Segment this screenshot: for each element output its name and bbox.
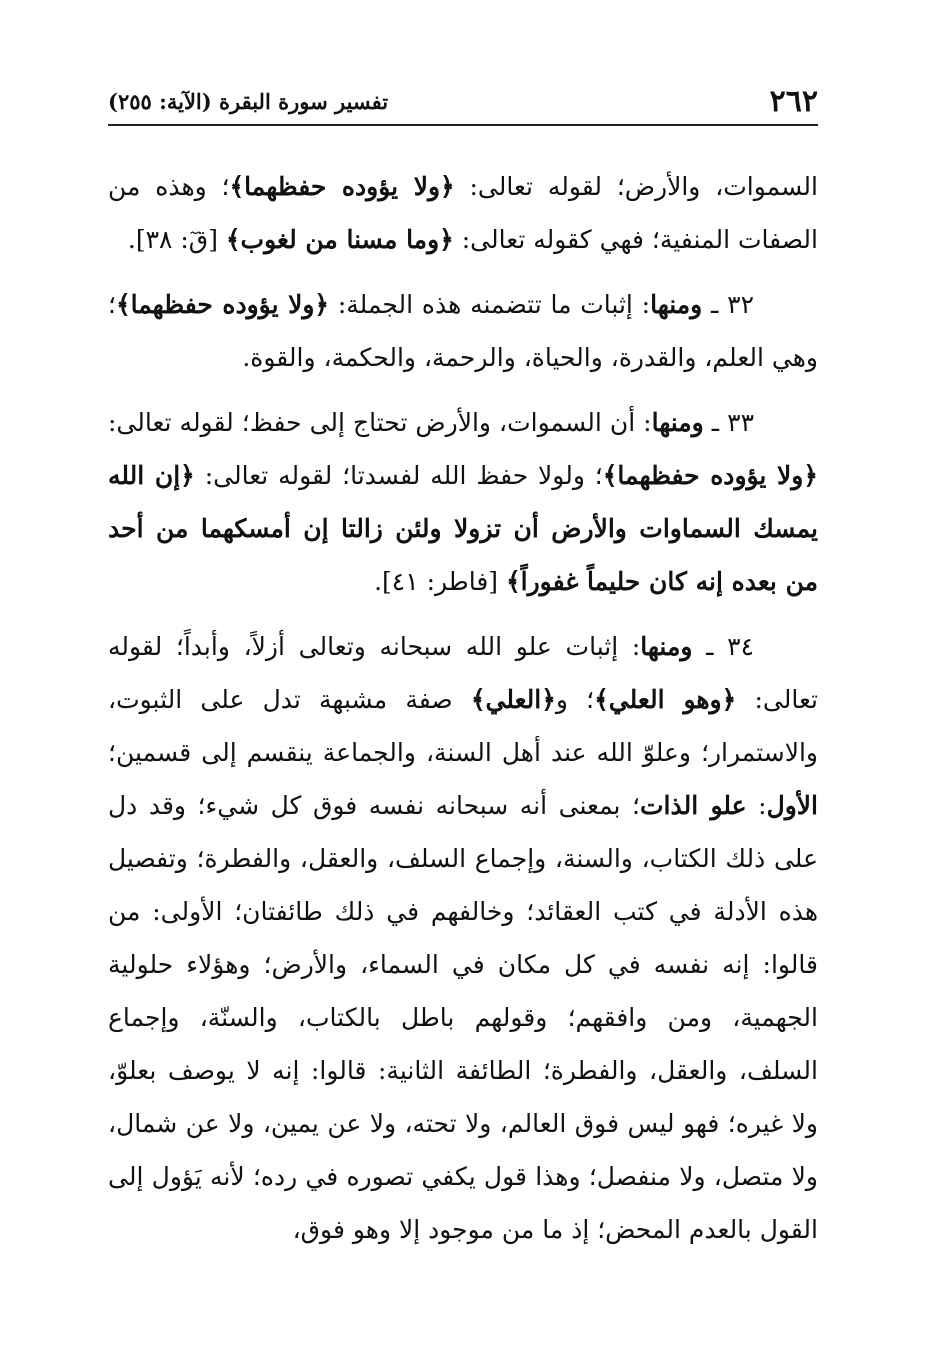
quran-quote: ﴿إن الله يمسك السماوات والأرض أن تزولا ولئن زالتا إن أمسكهما من أحد من بعده إنه كان حليماً غفوراً﴾ <box>108 461 818 596</box>
item-keyword: ومنها <box>650 290 703 319</box>
text-segment: : إثبات علو الله سبحانه وتعالى أزلاً، وأبداً؛ لقوله تعالى: <box>108 632 818 714</box>
item-number: ٣٣ ـ <box>703 408 755 437</box>
paragraph <box>108 278 818 384</box>
verse-reference: [فاطر: ٤١]. <box>374 567 506 596</box>
text-segment: ؛ وهي العلم، والقدرة، والحياة، والرحمة، والحكمة، والقوة. <box>108 290 818 372</box>
item-keyword: ومنها <box>640 632 693 661</box>
quran-quote: ﴿وهو العلي﴾ <box>594 685 737 714</box>
quran-quote: ﴿ولا يؤوده حفظهما﴾ <box>602 461 818 490</box>
body-text <box>108 160 818 1256</box>
quran-quote: ﴿العلي﴾ <box>470 685 556 714</box>
page-number: ٢٦٢ <box>769 84 818 119</box>
term-highlight: علو الذات <box>639 791 747 820</box>
verse-reference: [قٓ: ٣٨]. <box>127 225 226 254</box>
paragraph <box>108 620 818 1256</box>
item-number: ٣٤ ـ <box>692 632 754 661</box>
item-number: ٣٢ ـ <box>702 290 754 319</box>
header-divider <box>108 124 818 126</box>
item-keyword: ومنها <box>651 408 704 437</box>
page-header <box>108 78 818 126</box>
text-segment: ؛ و <box>555 685 595 714</box>
quran-quote: ﴿وما مسنا من لغوب﴾ <box>225 225 454 254</box>
text-segment: : إثبات ما تتضمنه هذه الجملة: <box>329 290 651 319</box>
text-segment: ؛ ولولا حفظ الله لفسدتا؛ لقوله تعالى: <box>194 461 603 490</box>
text-segment: : أن السموات، والأرض تحتاج إلى حفظ؛ لقوله تعالى: <box>108 408 652 437</box>
paragraph <box>108 160 818 266</box>
running-title: تفسير سورة البقرة (الآية: ٢٥٥) <box>108 89 389 114</box>
quran-quote: ﴿ولا يؤوده حفظهما﴾ <box>229 172 455 201</box>
subheading-first: الأول <box>766 791 819 820</box>
text-segment: ؛ بمعنى أنه سبحانه نفسه فوق كل شيء؛ وقد دل على ذلك الكتاب، والسنة، وإجماع السلف، والعقل، والفطرة؛ وتفصيل هذه الأدلة في كتب العقائد؛ وخالفهم في ذلك طائفتان؛ الأولى: من قالوا: إنه نفسه في كل مكان في السماء، والأرض؛ وهؤلاء حلولية الجهمية، ومن وافقهم؛ وقولهم باطل بالكتاب، والسنّة، وإجماع السلف، والعقل، والفطرة؛ الطائفة الثانية: قالوا: إنه لا يوصف بعلوّ، ولا غيره؛ فهو ليس فوق العالم، ولا تحته، ولا عن يمين، ولا عن شمال، ولا متصل، ولا منفصل؛ وهذا قول يكفي تصوره في رده؛ لأنه يَؤول إلى القول بالعدم المحض؛ إذ ما من موجود إلا وهو فوق، <box>108 791 818 1244</box>
text-segment: السموات، والأرض؛ لقوله تعالى: <box>454 172 818 201</box>
text-segment: : <box>746 791 767 820</box>
text-segment: ؛ وهذه من الصفات المنفية؛ فهي كقوله تعالى: <box>108 172 818 254</box>
paragraph <box>108 396 818 608</box>
text-segment: صفة مشبهة تدل على الثبوت، والاستمرار؛ وعلوّ الله عند أهل السنة، والجماعة ينقسم إلى قسمين؛ <box>108 685 818 767</box>
quran-quote: ﴿ولا يؤوده حفظهما﴾ <box>115 290 330 319</box>
